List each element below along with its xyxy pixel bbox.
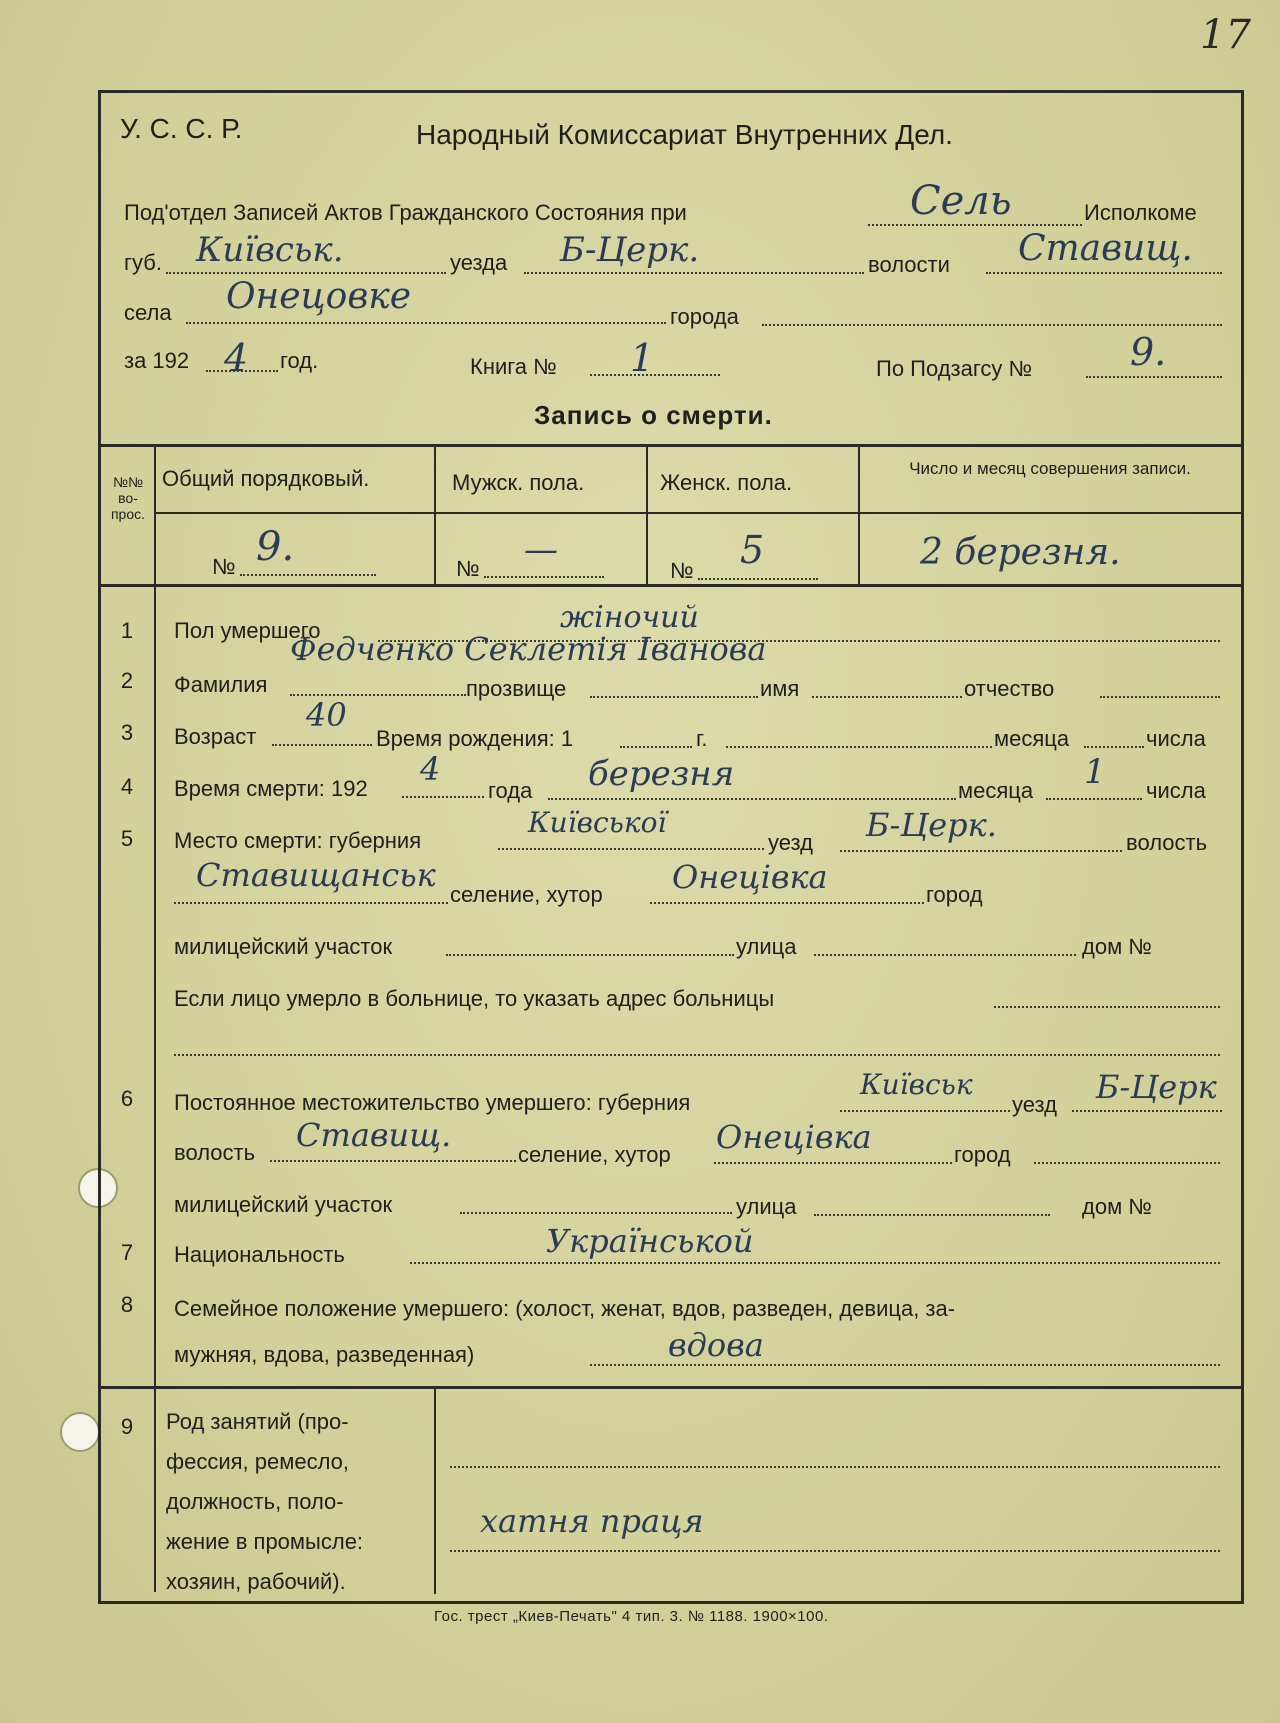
residence-volost-label: волость xyxy=(174,1140,256,1165)
fill-line xyxy=(714,1162,952,1164)
occupation-label-line3: должность, поло- xyxy=(166,1489,344,1514)
death-gub-value: Київської xyxy=(528,806,667,839)
subzags-label: По Подзагсу № xyxy=(876,356,1033,381)
fill-line xyxy=(840,1110,1010,1112)
row-number: 8 xyxy=(120,1292,134,1317)
patronymic-label: отчество xyxy=(964,676,1055,701)
fill-line xyxy=(812,696,962,698)
year-label: за 192 xyxy=(124,348,190,373)
fill-line xyxy=(460,1212,732,1214)
fill-line xyxy=(174,902,448,904)
birth-month-label: месяца xyxy=(994,726,1070,751)
death-selo-value: Онецівка xyxy=(672,858,828,896)
sex-label: Пол умершего xyxy=(174,618,321,643)
fill-line xyxy=(1046,798,1142,800)
age-value: 40 xyxy=(306,696,347,734)
fill-line xyxy=(994,1006,1220,1008)
fill-line xyxy=(402,796,484,798)
office-value: Сель xyxy=(910,178,1012,224)
fill-line xyxy=(174,1054,1220,1056)
republic-label: У. С. С. Р. xyxy=(120,113,243,144)
fill-line xyxy=(1086,376,1222,378)
fill-line xyxy=(270,1160,516,1162)
sex-value: жіночий xyxy=(560,600,699,635)
fill-line xyxy=(620,746,692,748)
general-no-sign: № xyxy=(212,554,236,579)
fill-line xyxy=(1034,1162,1220,1164)
death-house-label: дом № xyxy=(1082,934,1152,959)
selo-label: села xyxy=(124,300,172,325)
fill-line xyxy=(698,578,818,580)
residence-gub-value: Київськ xyxy=(860,1068,973,1101)
death-uezd-label: уезд xyxy=(768,830,813,855)
death-year-label: года xyxy=(488,778,533,803)
death-month-label: месяца xyxy=(958,778,1034,803)
row-number: 1 xyxy=(120,618,134,643)
punch-hole xyxy=(60,1412,100,1452)
row-number: 9 xyxy=(120,1414,134,1439)
subzags-value: 9. xyxy=(1130,330,1167,374)
fill-line xyxy=(840,850,1122,852)
death-uezd-value: Б-Церк. xyxy=(866,806,997,844)
marital-status-label-cont: мужняя, вдова, разведенная) xyxy=(174,1342,475,1367)
marital-status-value: вдова xyxy=(668,1326,764,1364)
first-name-label: имя xyxy=(760,676,800,701)
residence-selo-label: селение, хутор xyxy=(518,1142,671,1167)
fill-line xyxy=(868,224,1082,226)
fill-line xyxy=(186,322,666,324)
death-selo-label: селение, хутор xyxy=(450,882,603,907)
fill-line xyxy=(762,324,1222,326)
fill-line xyxy=(450,1466,1220,1468)
rule xyxy=(154,444,156,1592)
fill-line xyxy=(484,576,604,578)
fill-line xyxy=(1100,696,1220,698)
row-number: 6 xyxy=(120,1086,134,1111)
year-suffix: год. xyxy=(280,348,319,373)
rule xyxy=(434,444,436,586)
rule xyxy=(100,444,1242,447)
rule xyxy=(100,584,1242,587)
fill-line xyxy=(814,954,1076,956)
commissariat-title: Народный Комиссариат Внутренних Дел. xyxy=(416,119,953,150)
general-order-header: Общий порядковый. xyxy=(162,466,370,491)
age-label: Возраст xyxy=(174,724,257,749)
gorod-label: города xyxy=(670,304,739,329)
nationality-value: Українськой xyxy=(546,1222,754,1260)
female-header: Женск. пола. xyxy=(660,470,793,495)
fill-line xyxy=(498,848,764,850)
death-volost-value: Ставищанськ xyxy=(196,856,436,894)
male-no-sign: № xyxy=(456,556,480,581)
fill-line xyxy=(726,746,992,748)
residence-uezd-value: Б-Церк xyxy=(1096,1068,1217,1106)
death-month-value: березня xyxy=(588,754,735,794)
male-header: Мужск. пола. xyxy=(452,470,585,495)
hospital-label: Если лицо умерло в больнице, то указать адрес больницы xyxy=(174,986,775,1011)
fill-line xyxy=(1084,746,1144,748)
rule xyxy=(858,444,860,586)
occupation-label-line5: хозяин, рабочий). xyxy=(166,1569,346,1594)
occupation-label-line2: фессия, ремесло, xyxy=(166,1449,350,1474)
fill-line xyxy=(548,798,956,800)
marital-status-label: Семейное положение умершего: (холост, женат, вдов, разведен, девица, за- xyxy=(174,1296,956,1321)
volost-value: Ставищ. xyxy=(1018,228,1193,269)
residence-street-label: улица xyxy=(736,1194,797,1219)
fill-line xyxy=(272,744,372,746)
row-number: 2 xyxy=(120,668,134,693)
death-day-value: 1 xyxy=(1084,752,1106,792)
female-value: 5 xyxy=(740,528,765,572)
gub-value: Київськ. xyxy=(196,230,344,270)
volost-label: волости xyxy=(868,252,950,277)
fill-line xyxy=(1072,1110,1222,1112)
page-number-handwritten: 17 xyxy=(1200,12,1251,58)
residence-house-label: дом № xyxy=(1082,1194,1152,1219)
fill-line xyxy=(450,1550,1220,1552)
row-number: 7 xyxy=(120,1240,134,1265)
residence-gorod-label: город xyxy=(954,1142,1011,1167)
rule xyxy=(100,1386,1242,1389)
gub-label: губ. xyxy=(124,250,162,275)
death-year-value: 4 xyxy=(420,750,441,788)
death-street-label: улица xyxy=(736,934,797,959)
death-volost-label: волость xyxy=(1126,830,1208,855)
fill-line xyxy=(446,954,734,956)
death-time-label: Время смерти: 192 xyxy=(174,776,368,801)
surname-label: Фамилия xyxy=(174,672,268,697)
book-label: Книга № xyxy=(470,354,557,379)
full-name-value: Федченко Секлетія Іванова xyxy=(290,630,767,668)
death-day-label: числа xyxy=(1146,778,1206,803)
female-no-sign: № xyxy=(670,558,694,583)
fill-line xyxy=(524,272,864,274)
residence-label: Постоянное местожительство умершего: губерния xyxy=(174,1090,691,1115)
fill-line xyxy=(590,696,758,698)
uezd-value: Б-Церк. xyxy=(560,230,700,270)
occupation-label-line4: жение в промысле: xyxy=(166,1529,364,1554)
residence-volost-value: Ставищ. xyxy=(296,1116,452,1154)
fill-line xyxy=(650,902,924,904)
book-value: 1 xyxy=(630,336,655,380)
nationality-label: Национальность xyxy=(174,1242,345,1267)
row-number: 3 xyxy=(120,720,134,745)
year-value: 4 xyxy=(224,336,249,380)
fill-line xyxy=(240,574,376,576)
row-number: 4 xyxy=(120,774,134,799)
office-label: Под'отдел Записей Актов Гражданского Состояния при xyxy=(124,200,687,225)
row-number: 5 xyxy=(120,826,134,851)
birth-label: Время рождения: 1 xyxy=(376,726,574,751)
fill-line xyxy=(410,1262,1220,1264)
uezd-label: уезда xyxy=(450,250,508,275)
residence-uezd-label: уезд xyxy=(1012,1092,1057,1117)
male-value: — xyxy=(524,530,558,570)
date-value: 2 березня. xyxy=(920,532,1121,573)
fill-line xyxy=(166,272,446,274)
date-header: Число и месяц совершения записи. xyxy=(909,459,1191,478)
rule xyxy=(646,444,648,586)
printer-imprint: Гос. трест „Киев-Печать" 4 тип. 3. № 1188. 1900×100. xyxy=(434,1608,829,1625)
office-suffix: Исполкоме xyxy=(1084,200,1197,225)
rule xyxy=(434,1386,436,1594)
fill-line xyxy=(590,374,720,376)
fill-line xyxy=(986,272,1222,274)
question-number-header: №№ во- прос. xyxy=(110,474,146,522)
occupation-label-line1: Род занятий (про- xyxy=(166,1409,349,1434)
death-place-label: Место смерти: губерния xyxy=(174,828,422,853)
birth-day-label: числа xyxy=(1146,726,1206,751)
fill-line xyxy=(590,1364,1220,1366)
form-title: Запись о смерти. xyxy=(534,400,773,430)
residence-police-label: милицейский участок xyxy=(174,1192,393,1217)
occupation-value: хатня праця xyxy=(480,1502,704,1540)
nickname-label: прозвище xyxy=(466,676,567,701)
general-order-value: 9. xyxy=(256,524,295,570)
death-gorod-label: город xyxy=(926,882,983,907)
death-police-label: милицейский участок xyxy=(174,934,393,959)
rule xyxy=(156,512,1242,514)
birth-year-suffix: г. xyxy=(696,726,708,751)
fill-line xyxy=(814,1214,1050,1216)
residence-selo-value: Онецівка xyxy=(716,1118,872,1156)
selo-value: Онецовке xyxy=(226,276,412,317)
